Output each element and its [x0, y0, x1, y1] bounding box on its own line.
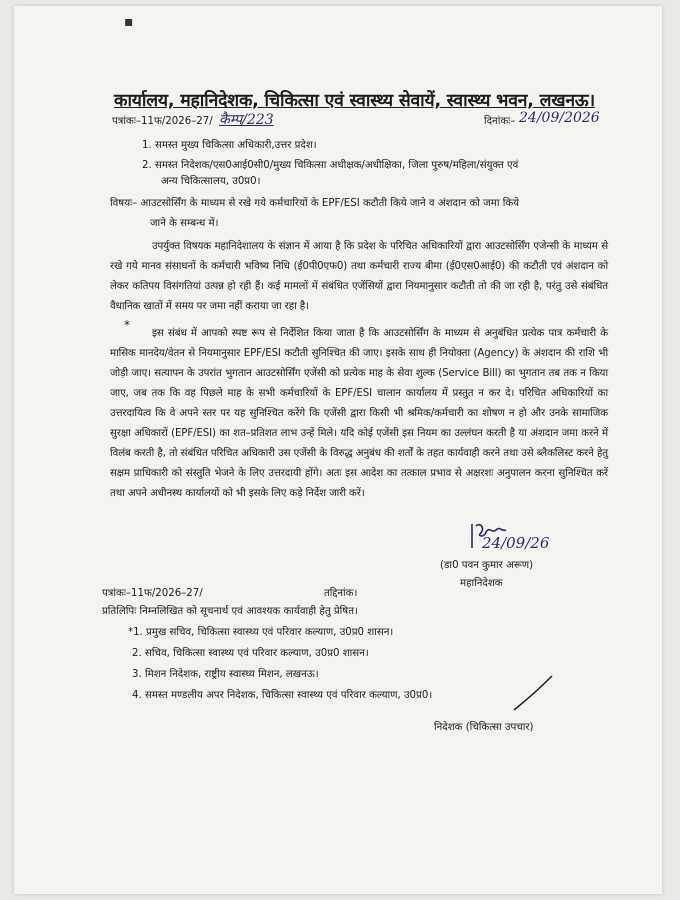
copy-item-2: 2. सचिव, चिकित्सा स्वास्थ्य एवं परिवार कल्याण, उ0प्र0 शासन। — [132, 648, 369, 659]
asterisk-mark: * — [124, 318, 130, 332]
copy-item-1: *1. प्रमुख सचिव, चिकित्सा स्वास्थ्य एवं परिवार कल्याण, उ0प्र0 शासन। — [128, 627, 394, 638]
recipient-1: 1. समस्त मुख्य चिकित्सा अधिकारी,उत्तर प्रदेश। — [142, 140, 317, 151]
date-label: दिनांकः– — [484, 116, 516, 127]
recipient-2-cont: अन्य चिकित्सालय, उ0प्र0। — [161, 176, 261, 187]
recipient-2: 2. समस्त निदेशक/एस0आई0सी0/मुख्य चिकित्सा अधीक्षक/अधीक्षिका, जिला पुरुष/महिला/संयुक्त एवं — [142, 160, 519, 171]
subject-line-2: जाने के सम्बन्ध में। — [150, 218, 219, 229]
reference-number: पत्रांकः–11फ/2026–27/ — [112, 116, 213, 127]
date-handwritten: 24/09/2026 — [519, 110, 600, 126]
copy-item-3: 3. मिशन निदेशक, राष्ट्रीय स्वास्थ्य मिशन, लखनऊ। — [132, 669, 319, 680]
second-designation: निदेशक (चिकित्सा उपचार) — [434, 722, 534, 733]
copy-intro: प्रतिलिपिः निम्नलिखित को सूचनार्थ एवं आवश्यक कार्यवाही हेतु प्रेषित। — [102, 606, 358, 617]
reference-handwritten: कैम्प/223 — [219, 112, 274, 128]
signatory-designation: महानिदेशक — [460, 578, 503, 589]
body-paragraph-1: उपर्युक्त विषयक महानिदेशालय के संज्ञान में आया है कि प्रदेश के परिचित अधिकारियों द्वारा आउटसोर्सिंग एजेन्सी के माध्यम से रखे गये मानव संसाधनों के कर्मचारी भविष्य निधि (ई0पी0एफ0) तथा कर्मचारी राज्य बीमा (ई0एस0आई0) की कटौती एवं अंशदान को लेकर कतिपय विसंगतियां उत्पन्न हो रही हैं। कई मामलों में संबंधित एजेंसियों द्वारा नियमानुसार कटौती तो की जा रही है, परंतु उसे संबंधित वैधानिक खातों में समय पर जमा नहीं कराया जा रहा है। — [110, 241, 608, 312]
signature-date: 24/09/26 — [482, 534, 550, 552]
pin-mark: ▪ — [124, 14, 134, 30]
document-page — [14, 6, 662, 894]
second-signature — [510, 672, 558, 714]
copy-reference: पत्रांकः–11फ/2026–27/ — [102, 588, 203, 599]
signatory-name: (डा0 पवन कुमार अरूण) — [440, 560, 534, 571]
copy-item-4: 4. समस्त मण्डलीय अपर निदेशक, चिकित्सा स्वास्थ्य एवं परिवार कल्याण, उ0प्र0। — [132, 690, 433, 701]
office-heading: कार्यालय, महानिदेशक, चिकित्सा एवं स्वास्थ्य सेवायें, स्वास्थ्य भवन, लखनऊ। — [114, 91, 595, 111]
subject-line-1: विषयः– आउटसोर्सिंग के माध्यम से रखे गये कर्मचारियों के EPF/ESI कटौती किये जाने व अंशदान को जमा किये — [110, 198, 520, 209]
body-paragraph-2: इस संबंध में आपको स्पष्ट रूप से निर्देशित किया जाता है कि आउटसोर्सिंग के माध्यम से अनुबंधित प्रत्येक पात्र कर्मचारी के मासिक मानदेय/वेतन से नियमानुसार EPF/ESI कटौती सुनिश्चित की जाए। इसके साथ ही नियोक्ता (Agency) के अंशदान की राशि भी जोड़ी जाए। सत्यापन के उपरांत भुगतान आउटसोर्सिंग एजेंसी को प्रत्येक माह के सेवा शुल्क (Service Bill) का भुगतान तब तक न किया जाए, जब तक कि वह पिछले माह के सभी कर्मचारियों के EPF/ESI चालान कार्यालय में प्रस्तुत न कर दे। परिचित अधिकारियों का उत्तरदायित्व कि वे अपने स्तर पर यह सुनिश्चित करेंगे कि एजेंसी द्वारा किसी भी श्रमिक/कर्मचारी का शोषण न हो और उनके सामाजिक सुरक्षा अधिकारों (EPF/ESI) का शत–प्रतिशत लाभ उन्हें मिले। यदि कोई एजेंसी इस नियम का उल्लंघन करती है या अंशदान जमा करने में विलंब करती है, तो संबंधित परिचित अधिकारी उस एजेंसी के विरुद्ध अनुबंध की शर्तों के तहत कार्यवाही करने तथा उसे ब्लैकलिस्ट करने हेतु सक्षम प्राधिकारी को संस्तुति भेजने के लिए उत्तरदायी होंगे। अतः इस आदेश का तत्काल प्रभाव से अक्षरशः अनुपालन करना सुनिश्चित करें तथा अपने अधीनस्थ कार्यालयों को भी इसके लिए कड़े निर्देश जारी करें। — [110, 328, 608, 499]
copy-tadditank: तद्दिनांक। — [324, 588, 358, 599]
